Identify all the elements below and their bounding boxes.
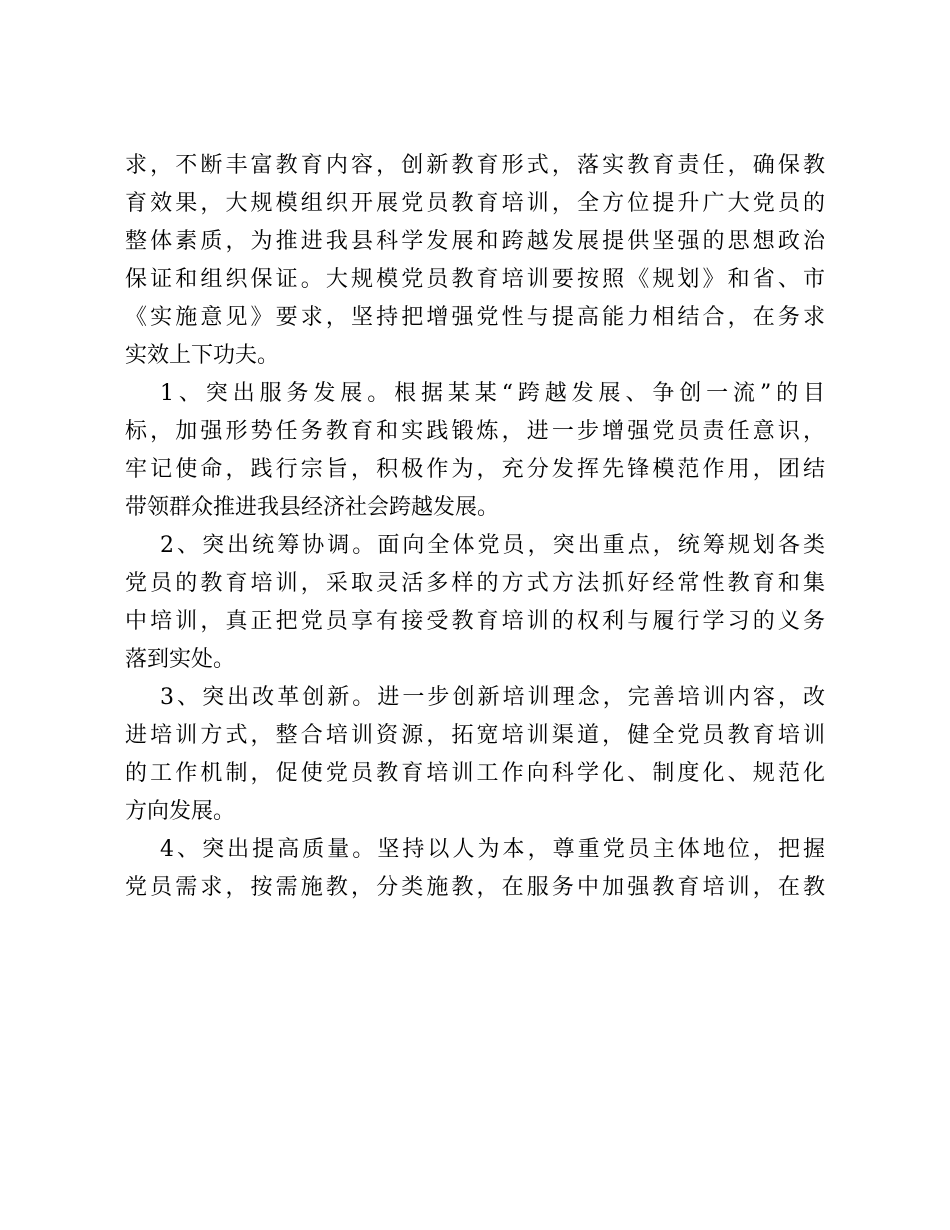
text-line: 4、突出提高质量。坚持以人为本，尊重党员主体地位，把握: [160, 837, 825, 862]
text-line: 党员的教育培训，采取灵活多样的方式方法抓好经常性教育和集: [125, 571, 825, 596]
paragraph-item-1: [125, 375, 825, 527]
paragraph-item-3: [125, 679, 825, 831]
text-line: 牢记使命，践行宗旨，积极作为，充分发挥先锋模范作用，团结: [125, 457, 825, 482]
text-line: 党员需求，按需施教，分类施教，在服务中加强教育培训，在教: [125, 875, 825, 900]
text-line: 标，加强形势任务教育和实践锻炼，进一步增强党员责任意识，: [125, 419, 825, 444]
text-line: 整体素质，为推进我县科学发展和跨越发展提供坚强的思想政治: [125, 229, 825, 254]
text-line: 求，不断丰富教育内容，创新教育形式，落实教育责任，确保教: [125, 153, 825, 178]
text-line: 落到实处。: [125, 647, 236, 672]
paragraph-item-4: [125, 831, 825, 907]
text-line: 中培训，真正把党员享有接受教育培训的权利与履行学习的义务: [125, 609, 825, 634]
text-line: 育效果，大规模组织开展党员教育培训，全方位提升广大党员的: [125, 191, 825, 216]
text-line: 《实施意见》要求，坚持把增强党性与提高能力相结合，在务求: [125, 305, 825, 330]
text-line: 带领群众推进我县经济社会跨越发展。: [125, 495, 500, 520]
text-line: 2、突出统筹协调。面向全体党员，突出重点，统筹规划各类: [160, 533, 825, 558]
text-line: 进培训方式，整合培训资源，拓宽培训渠道，健全党员教育培训: [125, 723, 825, 748]
text-line: 保证和组织保证。大规模党员教育培训要按照《规划》和省、市: [125, 267, 825, 292]
text-line: 方向发展。: [125, 799, 236, 824]
text-line: 的工作机制，促使党员教育培训工作向科学化、制度化、规范化: [125, 761, 825, 786]
text-line: 3、突出改革创新。进一步创新培训理念，完善培训内容，改: [160, 685, 825, 710]
text-line: 1、突出服务发展。根据某某“跨越发展、争创一流”的目: [160, 381, 825, 406]
text-line: 实效上下功夫。: [125, 343, 280, 368]
paragraph-intro: [125, 147, 825, 375]
document-body: [125, 147, 825, 907]
paragraph-item-2: [125, 527, 825, 679]
